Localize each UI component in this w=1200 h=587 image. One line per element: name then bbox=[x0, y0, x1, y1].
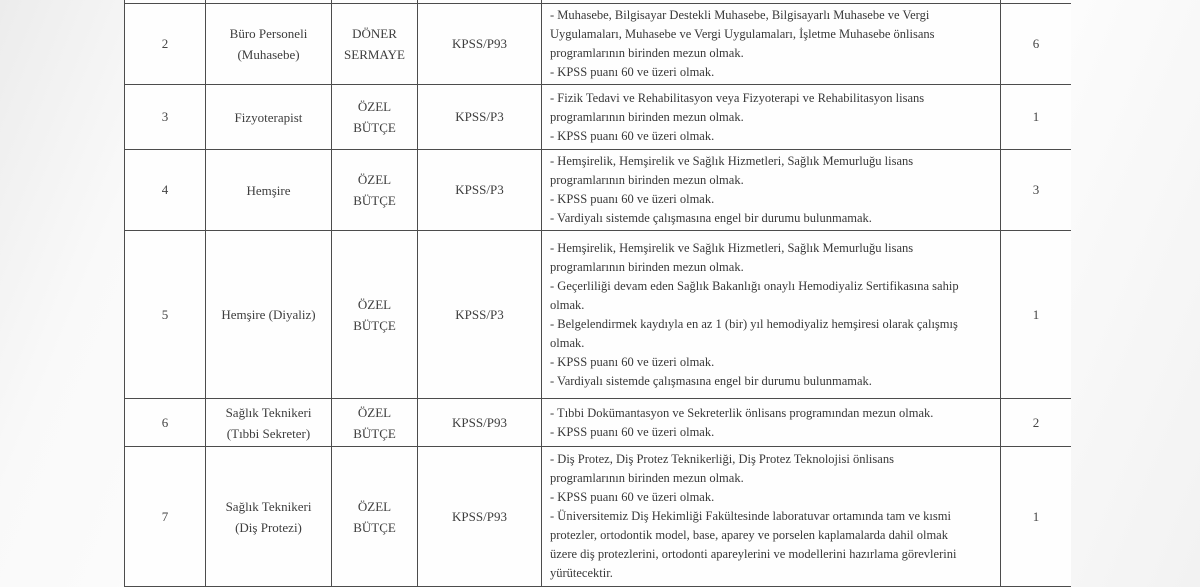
budget-type: ÖZEL BÜTÇE bbox=[353, 172, 396, 208]
requirement-line: - KPSS puanı 60 ve üzeri olmak. bbox=[550, 490, 715, 504]
position-title: Büro Personeli (Muhasebe) bbox=[229, 26, 308, 62]
position-count: 2 bbox=[1032, 414, 1040, 430]
kpss-score-type: KPSS/P93 bbox=[452, 36, 507, 51]
position-count: 6 bbox=[1032, 36, 1040, 51]
requirements bbox=[542, 150, 1000, 230]
requirement-line: programlarının birinden mezun olmak. bbox=[550, 109, 744, 124]
requirement-line: - Muhasebe, Bilgisayar Destekli Muhasebe, Bilgisayarlı Muhasebe ve Vergi bbox=[550, 8, 930, 22]
requirement-line: - KPSS puanı 60 ve üzeri olmak. bbox=[550, 354, 715, 369]
requirement-line: - Vardiyalı sistemde çalışmasına engel bir durumu bulunmamak. bbox=[550, 211, 872, 225]
requirement-line: - Diş Protez, Diş Protez Teknikerliği, Diş Protez Teknolojisi önlisans bbox=[550, 452, 894, 466]
position-count: 1 bbox=[1032, 508, 1040, 524]
table-row bbox=[125, 85, 1072, 150]
requirement-line: olmak. bbox=[550, 297, 585, 312]
requirement-line: programlarının birinden mezun olmak. bbox=[550, 259, 744, 274]
requirement-line: programlarının birinden mezun olmak. bbox=[550, 173, 744, 187]
requirement-line: programlarının birinden mezun olmak. bbox=[550, 471, 744, 485]
document-photo bbox=[124, 0, 1071, 587]
requirements bbox=[542, 402, 1000, 444]
row-number: 6 bbox=[161, 414, 169, 430]
requirement-line: - KPSS puanı 60 ve üzeri olmak. bbox=[550, 128, 715, 143]
table-row bbox=[125, 231, 1072, 399]
requirement-line: - Hemşirelik, Hemşirelik ve Sağlık Hizmetleri, Sağlık Memurluğu lisans bbox=[550, 154, 914, 168]
requirements bbox=[542, 448, 1000, 585]
table-row bbox=[125, 447, 1072, 587]
requirements bbox=[542, 87, 1000, 148]
requirement-line: - Hemşirelik, Hemşirelik ve Sağlık Hizmetleri, Sağlık Memurluğu lisans bbox=[550, 240, 914, 255]
row-number: 2 bbox=[161, 36, 169, 51]
budget-type: ÖZEL BÜTÇE bbox=[353, 404, 396, 441]
kpss-score-type: KPSS/P3 bbox=[455, 182, 504, 197]
requirement-line: olmak. bbox=[550, 335, 585, 350]
requirement-line: programlarının birinden mezun olmak. bbox=[550, 46, 744, 60]
position-count: 1 bbox=[1032, 109, 1040, 124]
position-title: Sağlık Teknikeri (Diş Protezi) bbox=[225, 498, 312, 535]
position-title: Fizyoterapist bbox=[234, 109, 303, 125]
position-title: Hemşire (Diyaliz) bbox=[221, 307, 316, 322]
budget-type: ÖZEL BÜTÇE bbox=[353, 296, 396, 333]
requirement-line: - Üniversitemiz Diş Hekimliği Fakültesinde laboratuvar ortamında tam ve kısmi bbox=[550, 509, 951, 523]
table-row bbox=[125, 4, 1072, 85]
budget-type: DÖNER SERMAYE bbox=[344, 26, 405, 62]
row-number: 7 bbox=[161, 508, 169, 524]
kpss-score-type: KPSS/P93 bbox=[452, 414, 507, 430]
table-row bbox=[125, 399, 1072, 447]
position-count: 3 bbox=[1032, 182, 1040, 197]
requirements bbox=[542, 237, 1000, 393]
row-number: 5 bbox=[161, 306, 169, 322]
requirement-line: - KPSS puanı 60 ve üzeri olmak. bbox=[550, 192, 715, 206]
row-number: 4 bbox=[161, 182, 169, 197]
position-count: 1 bbox=[1032, 306, 1040, 322]
position-title: Sağlık Teknikeri (Tıbbi Sekreter) bbox=[225, 404, 312, 441]
requirement-line: - Fizik Tedavi ve Rehabilitasyon veya Fizyoterapi ve Rehabilitasyon lisans bbox=[550, 90, 925, 105]
requirement-line: protezler, ortodontik model, base, aparey ve porselen kaplamalarda dahil olmak bbox=[550, 528, 948, 542]
table-row bbox=[125, 150, 1072, 231]
requirement-line: üzere diş protezlerini, ortodonti apareylerini ve modellerini hazırlama görevlerini bbox=[550, 547, 957, 561]
positions-table bbox=[124, 0, 1071, 587]
requirement-line: - Vardiyalı sistemde çalışmasına engel bir durumu bulunmamak. bbox=[550, 373, 872, 388]
budget-type: ÖZEL BÜTÇE bbox=[353, 99, 396, 135]
requirements bbox=[542, 4, 1000, 84]
requirement-line: - Belgelendirmek kaydıyla en az 1 (bir) yıl hemodiyaliz hemşiresi olarak çalışmış bbox=[550, 316, 958, 331]
kpss-score-type: KPSS/P3 bbox=[455, 306, 504, 322]
requirement-line: - KPSS puanı 60 ve üzeri olmak. bbox=[550, 424, 715, 439]
kpss-score-type: KPSS/P93 bbox=[452, 508, 507, 524]
requirement-line: - Geçerliliği devam eden Sağlık Bakanlığı onaylı Hemodiyaliz Sertifikasına sahip bbox=[550, 278, 959, 293]
kpss-score-type: KPSS/P3 bbox=[455, 109, 504, 124]
requirement-line: Uygulamaları, Muhasebe ve Vergi Uygulamaları, İşletme Muhasebe önlisans bbox=[550, 27, 935, 41]
requirement-line: - KPSS puanı 60 ve üzeri olmak. bbox=[550, 65, 715, 79]
requirement-line: yürütecektir. bbox=[550, 566, 613, 580]
budget-type: ÖZEL BÜTÇE bbox=[353, 498, 396, 535]
requirement-line: - Tıbbi Dokümantasyon ve Sekreterlik önlisans programından mezun olmak. bbox=[550, 405, 934, 420]
position-title: Hemşire bbox=[246, 182, 291, 198]
row-number: 3 bbox=[161, 109, 169, 124]
